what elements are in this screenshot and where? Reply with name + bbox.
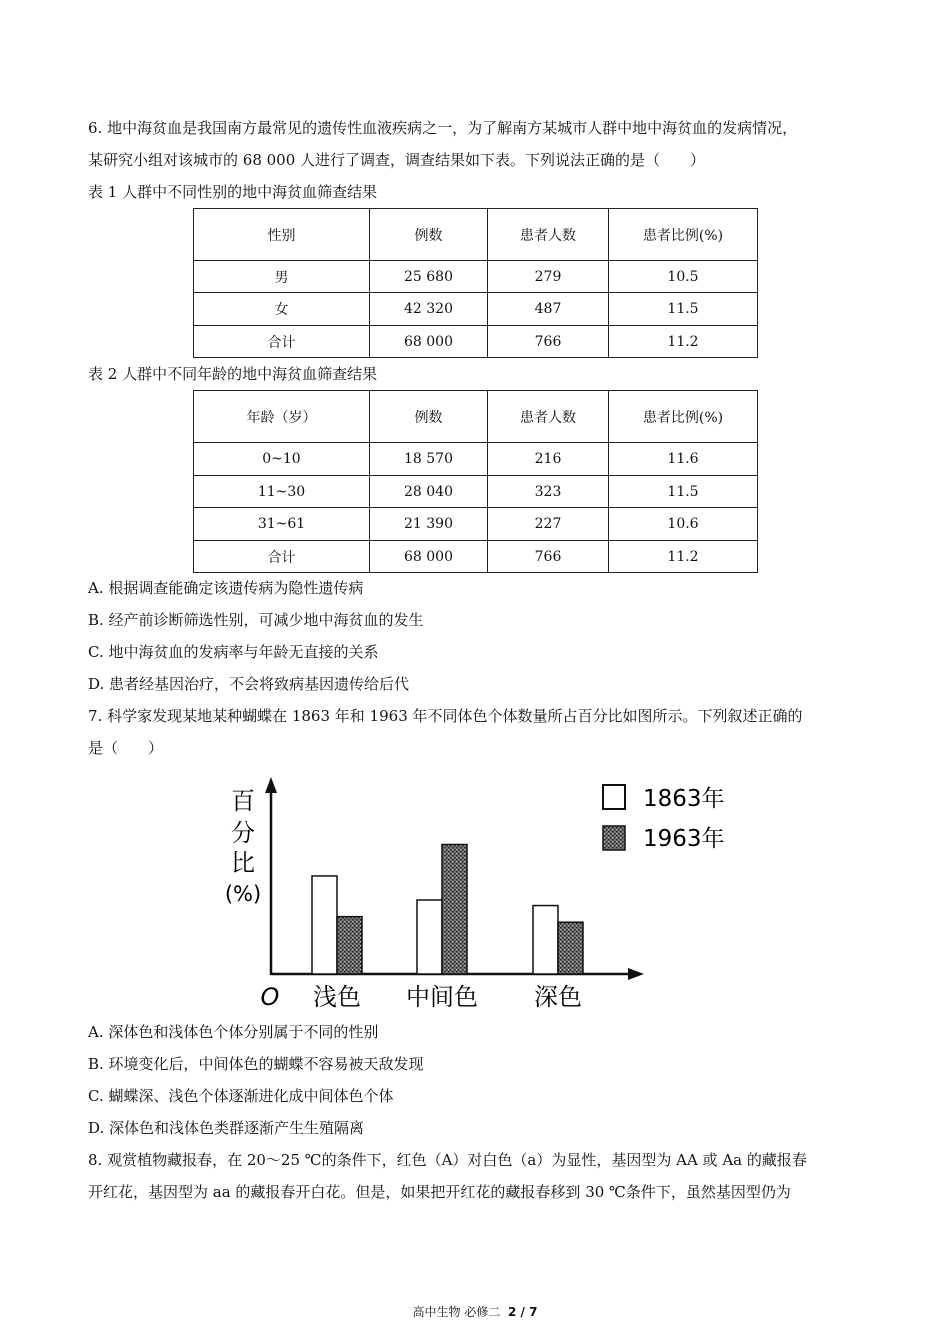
y-axis-label-char: 分 [231, 819, 255, 847]
table2-cell: 766 [488, 541, 609, 573]
legend-label-1863: 1863年 [643, 786, 725, 812]
footer-page-number: 2 / 7 [508, 1305, 538, 1319]
q8-stem-line1: 8. 观赏植物藏报春，在 20～25 ℃的条件下，红色（A）对白色（a）为显性，基因型为 AA 或 Aa 的藏报春 [88, 1151, 807, 1169]
bar-1863-1 [417, 900, 442, 974]
table2-cell: 227 [488, 508, 609, 541]
table1-cell: 11.2 [609, 326, 758, 358]
table1-header: 患者人数 [488, 209, 609, 261]
table2-cell: 11.6 [609, 443, 758, 476]
q6-option-c: C. 地中海贫血的发病率与年龄无直接的关系 [88, 643, 379, 661]
q6-option-d: D. 患者经基因治疗，不会将致病基因遗传给后代 [88, 675, 410, 693]
x-axis-arrow [628, 968, 644, 980]
y-axis-arrow [265, 777, 277, 793]
bar-1963-1 [442, 845, 467, 975]
table2-caption: 表 2 人群中不同年龄的地中海贫血筛查结果 [88, 365, 378, 383]
table2-cell: 11.5 [609, 476, 758, 508]
table2-header: 患者比例(%) [609, 391, 758, 443]
table2-cell: 18 570 [370, 443, 488, 476]
q7-option-b: B. 环境变化后，中间体色的蝴蝶不容易被天敌发现 [88, 1055, 424, 1073]
x-tick-label: 深色 [534, 983, 582, 1011]
x-tick-label: 中间色 [406, 983, 478, 1011]
table2-row [194, 476, 758, 508]
table2-header-row [194, 391, 758, 443]
table1-cell: 766 [488, 326, 609, 358]
q7-option-c: C. 蝴蝶深、浅色个体逐渐进化成中间体色个体 [88, 1087, 394, 1105]
table2-row [194, 541, 758, 573]
table1-cell: 487 [488, 293, 609, 326]
table2-cell: 31~61 [194, 508, 370, 541]
legend-swatch-1863 [603, 785, 625, 809]
table2 [193, 390, 758, 573]
q6-option-b: B. 经产前诊断筛选性别，可减少地中海贫血的发生 [88, 611, 424, 629]
table1-row [194, 326, 758, 358]
legend-swatch-1963 [603, 826, 625, 850]
table2-cell: 28 040 [370, 476, 488, 508]
table1-header-row [194, 209, 758, 261]
table2-header: 患者人数 [488, 391, 609, 443]
page-footer [0, 1303, 950, 1320]
table2-cell: 323 [488, 476, 609, 508]
table2-row [194, 508, 758, 541]
footer-subject: 高中生物 必修二 [412, 1305, 501, 1319]
y-axis-label-char: 百 [231, 787, 255, 815]
table2-cell: 11~30 [194, 476, 370, 508]
q7-stem-line1: 7. 科学家发现某地某种蝴蝶在 1863 年和 1963 年不同体色个体数量所占百分比如图所示。下列叙述正确的 [88, 707, 803, 725]
q7-option-a: A. 深体色和浅体色个体分别属于不同的性别 [88, 1023, 379, 1041]
table1-header: 患者比例(%) [609, 209, 758, 261]
origin-label: O [260, 983, 280, 1011]
q8-stem-line2: 开红花，基因型为 aa 的藏报春开白花。但是，如果把开红花的藏报春移到 30 ℃条件下，虽然基因型仍为 [88, 1183, 791, 1201]
q6-stem-line2: 某研究小组对该城市的 68 000 人进行了调查，调查结果如下表。下列说法正确的是（ ） [88, 151, 706, 169]
butterfly-color-bar-chart [210, 765, 725, 1015]
table1-cell: 合计 [194, 326, 370, 358]
table1-header: 性别 [194, 209, 370, 261]
table2-header: 年龄（岁） [194, 391, 370, 443]
table1-header: 例数 [370, 209, 488, 261]
legend-label-1963: 1963年 [643, 826, 725, 852]
table2-cell: 68 000 [370, 541, 488, 573]
bar-1863-0 [312, 876, 337, 974]
q7-stem-line2: 是（ ） [88, 739, 164, 757]
table2-cell: 0~10 [194, 443, 370, 476]
table1 [193, 208, 758, 358]
table2-cell: 合计 [194, 541, 370, 573]
table1-row [194, 293, 758, 326]
table1-row [194, 261, 758, 293]
table1-cell: 10.5 [609, 261, 758, 293]
bar-1963-0 [337, 917, 362, 974]
y-axis-label-char: 比 [231, 849, 255, 877]
table2-cell: 11.2 [609, 541, 758, 573]
table2-cell: 216 [488, 443, 609, 476]
table1-cell: 女 [194, 293, 370, 326]
q6-stem-line1: 6. 地中海贫血是我国南方最常见的遗传性血液疾病之一，为了解南方某城市人群中地中海贫血的发病情况， [88, 119, 798, 137]
bar-1963-2 [558, 922, 583, 974]
table1-cell: 42 320 [370, 293, 488, 326]
q7-option-d: D. 深体色和浅体色类群逐渐产生生殖隔离 [88, 1119, 365, 1137]
table1-cell: 11.5 [609, 293, 758, 326]
table2-cell: 10.6 [609, 508, 758, 541]
x-tick-label: 浅色 [313, 983, 361, 1011]
table1-cell: 25 680 [370, 261, 488, 293]
bar-1863-2 [533, 906, 558, 974]
table2-cell: 21 390 [370, 508, 488, 541]
table2-header: 例数 [370, 391, 488, 443]
table1-cell: 68 000 [370, 326, 488, 358]
table1-cell: 男 [194, 261, 370, 293]
y-axis-label-unit: (%) [224, 882, 262, 906]
q6-option-a: A. 根据调查能确定该遗传病为隐性遗传病 [88, 579, 364, 597]
table1-cell: 279 [488, 261, 609, 293]
table2-row [194, 443, 758, 476]
table1-caption: 表 1 人群中不同性别的地中海贫血筛查结果 [88, 183, 378, 201]
